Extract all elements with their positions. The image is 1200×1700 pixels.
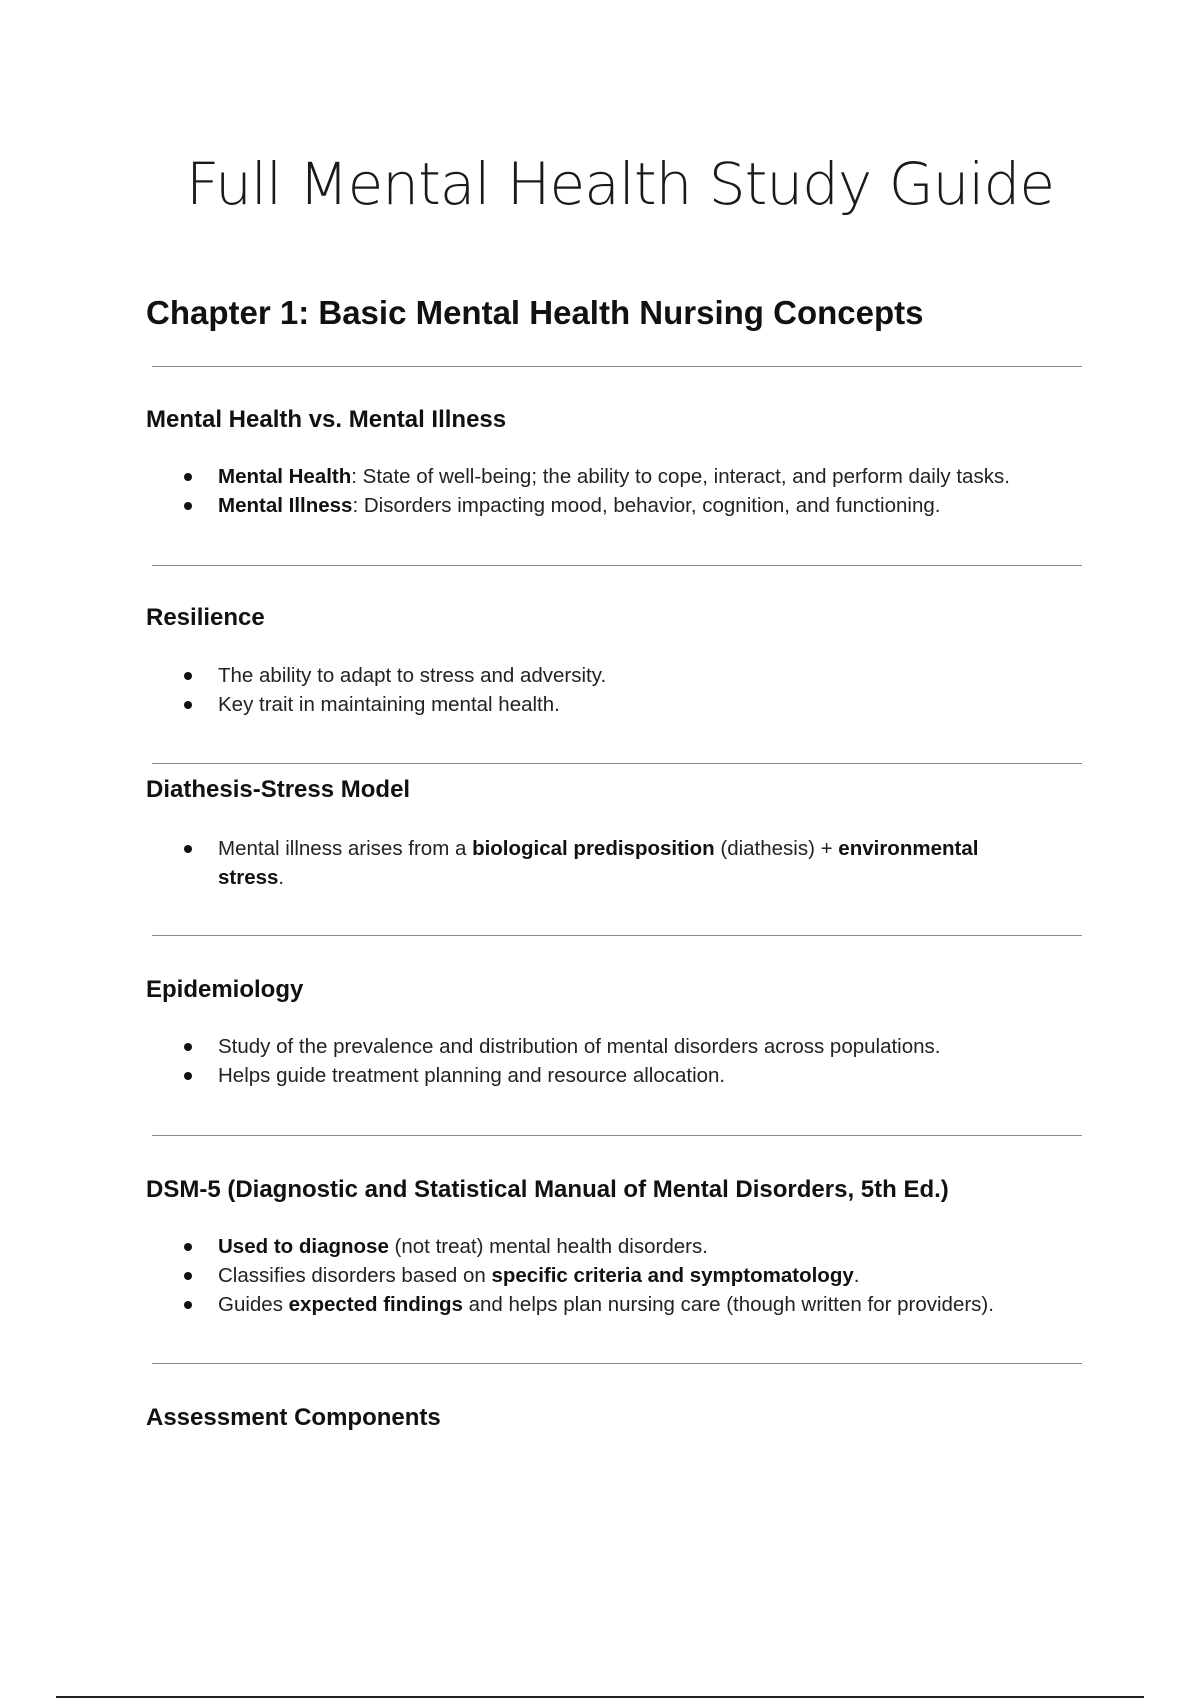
bullet-list-epidemiology	[0, 1032, 1100, 1090]
bullet-list-mental-health	[0, 462, 1100, 520]
section-heading-resilience: Resilience	[146, 604, 265, 631]
section-heading-mental-health-vs-illness: Mental Health vs. Mental Illness	[146, 406, 507, 433]
list-item: Helps guide treatment planning and resource allocation.	[0, 1061, 1100, 1090]
section-divider	[152, 935, 1082, 936]
bullet-list-dsm5	[0, 1232, 1100, 1319]
section-heading-diathesis-stress: Diathesis-Stress Model	[146, 776, 411, 803]
list-item: Mental Health: State of well-being; the ability to cope, interact, and perform daily tasks.	[0, 462, 1100, 491]
list-item: Guides expected findings and helps plan nursing care (though written for providers).	[0, 1290, 1100, 1319]
bullet-list-resilience	[0, 661, 1100, 719]
section-heading-epidemiology: Epidemiology	[146, 976, 304, 1003]
list-item: Mental Illness: Disorders impacting mood, behavior, cognition, and functioning.	[0, 491, 1100, 520]
section-divider	[152, 1363, 1082, 1364]
section-divider	[152, 1135, 1082, 1136]
chapter-heading: Chapter 1: Basic Mental Health Nursing Concepts	[146, 294, 924, 331]
list-item: Study of the prevalence and distribution of mental disorders across populations.	[0, 1032, 1100, 1061]
section-divider	[152, 366, 1082, 367]
page-bottom-rule	[56, 1696, 1144, 1698]
list-item: Used to diagnose (not treat) mental health disorders.	[0, 1232, 1100, 1261]
section-divider	[152, 763, 1082, 764]
term-mental-illness: Mental Illness	[218, 494, 353, 517]
section-divider	[152, 565, 1082, 566]
list-item: Key trait in maintaining mental health.	[0, 690, 1100, 719]
list-item: The ability to adapt to stress and adversity.	[0, 661, 1100, 690]
list-item: Classifies disorders based on specific criteria and symptomatology.	[0, 1261, 1100, 1290]
section-heading-dsm5: DSM-5 (Diagnostic and Statistical Manual of Mental Disorders, 5th Ed.)	[146, 1176, 949, 1203]
section-heading-assessment-components: Assessment Components	[146, 1404, 441, 1431]
term-mental-health: Mental Health	[218, 465, 352, 488]
bullet-list-diathesis	[0, 834, 1100, 892]
document-title: Full Mental Health Study Guide	[185, 150, 1055, 218]
list-item: Mental illness arises from a biological predisposition (diathesis) + environmental stress.	[0, 834, 1100, 892]
